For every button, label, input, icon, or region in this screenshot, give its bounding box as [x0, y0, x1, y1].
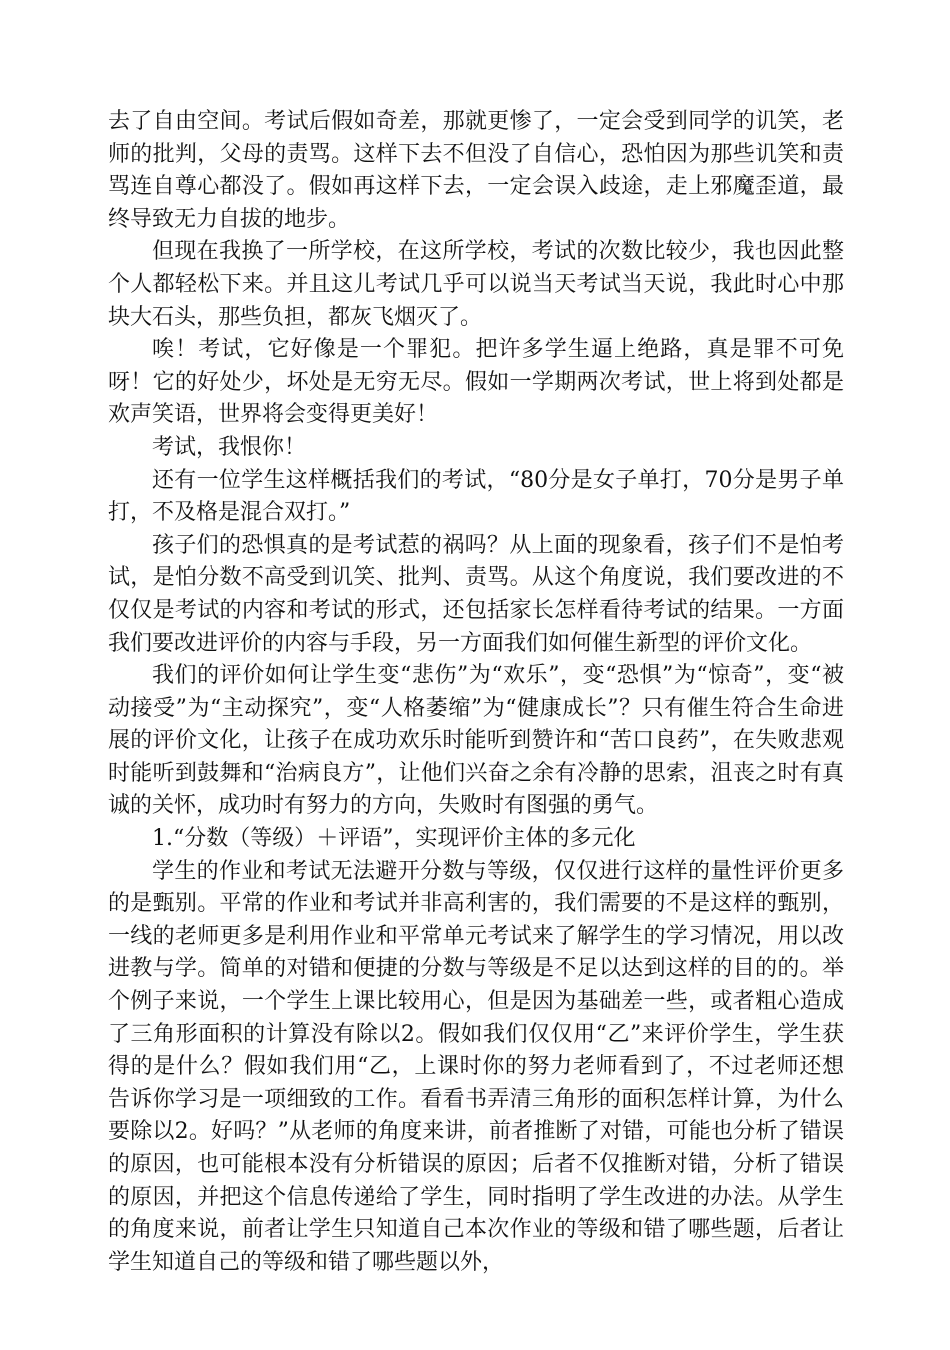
- paragraph: 但现在我换了一所学校，在这所学校，考试的次数比较少，我也因此整个人都轻松下来。并且这儿考试几乎可以说当天考试当天说，我此时心中那块大石头，那些负担，都灰飞烟灭了。: [108, 239, 844, 330]
- paragraph: 学生的作业和考试无法避开分数与等级，仅仅进行这样的量性评价更多的是甄别。平常的作业和考试并非高利害的，我们需要的不是这样的甄别，一线的老师更多是利用作业和平常单元考试来了解学生的学习情况，用以改进教与学。简单的对错和便捷的分数与等级是不足以达到这样的目的的。举个例子来说，一个学生上课比较用心，但是因为基础差一些，或者粗心造成了三角形面积的计算没有除以2。假如我们仅仅用“乙”来评价学生，学生获得的是什么？假如我们用“乙，上课时你的努力老师看到了，不过老师还想告诉你学习是一项细致的工作。看看书弄清三角形的面积怎样计算，为什么要除以2。好吗？”从老师的角度来讲，前者推断了对错，可能也分析了错误的原因，也可能根本没有分析错误的原因；后者不仅推断对错，分析了错误的原因，并把这个信息传递给了学生，同时指明了学生改进的办法。从学生的角度来说，前者让学生只知道自己本次作业的等级和错了哪些题，后者让学生知道自己的等级和错了哪些题以外，: [108, 858, 844, 1275]
- section-heading: 1.“分数（等级）＋评语”，实现评价主体的多元化: [152, 826, 636, 852]
- paragraph: 孩子们的恐惧真的是考试惹的祸吗？从上面的现象看，孩子们不是怕考试，是怕分数不高受到讥笑、批判、责骂。从这个角度说，我们要改进的不仅仅是考试的内容和考试的形式，还包括家长怎样看待考试的结果。一方面我们要改进评价的内容与手段，另一方面我们如何催生新型的评价文化。: [108, 532, 844, 656]
- paragraph: 我们的评价如何让学生变“悲伤”为“欢乐”，变“恐惧”为“惊奇”，变“被动接受”为“主动探究”，变“人格萎缩”为“健康成长”？只有催生符合生命进展的评价文化，让孩子在成功欢乐时能听到赞许和“苦口良药”，在失败悲观时能听到鼓舞和“治病良方”，让他们兴奋之余有冷静的思索，沮丧之时有真诚的关怀，成功时有努力的方向，失败时有图强的勇气。: [108, 663, 844, 819]
- paragraph: 去了自由空间。考试后假如奇差，那就更惨了，一定会受到同学的讥笑，老师的批判，父母的责骂。这样下去不但没了自信心，恐怕因为那些讥笑和责骂连自尊心都没了。假如再这样下去，一定会误入歧途，走上邪魔歪道，最终导致无力自拔的地步。: [108, 109, 844, 232]
- paragraph: 唉！考试，它好像是一个罪犯。把许多学生逼上绝路，真是罪不可免呀！它的好处少，坏处是无穷无尽。假如一学期两次考试，世上将到处都是欢声笑语，世界将会变得更美好！: [108, 337, 844, 428]
- document-body: [108, 106, 844, 1279]
- paragraph: 还有一位学生这样概括我们的考试，“80分是女子单打，70分是男子单打，不及格是混合双打。”: [108, 467, 844, 526]
- paragraph: 考试，我恨你！: [152, 434, 307, 460]
